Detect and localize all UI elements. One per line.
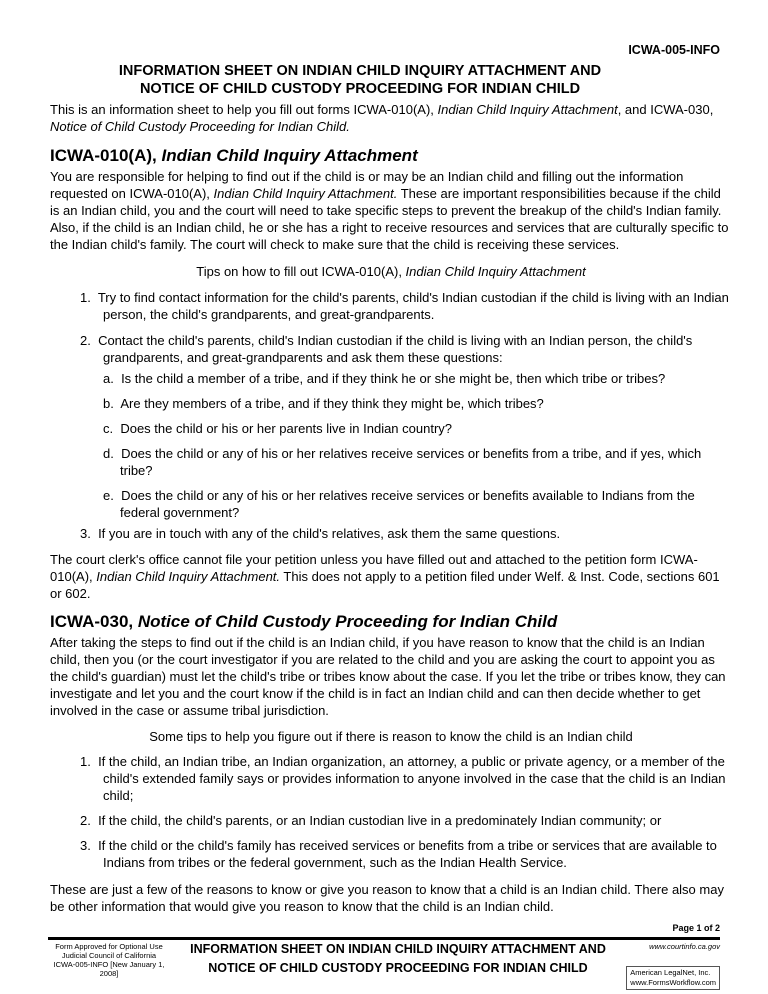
- footer-url[interactable]: www.courtinfo.ca.gov: [649, 942, 720, 951]
- text: ICWA-005-INFO [New January 1, 2008]: [53, 960, 165, 978]
- title-line: NOTICE OF CHILD CUSTODY PROCEEDING FOR INDIAN CHILD: [139, 81, 581, 97]
- list-item: 3. If the child or the child's family has received services or benefits from a tribe or services that are available to Indians from tribes or the federal government, such as the Indian Health Service.: [80, 838, 717, 870]
- tips-heading: Some tips to help you figure out if there is reason to know the child is an Indian child: [149, 729, 633, 744]
- title-line: INFORMATION SHEET ON INDIAN CHILD INQUIRY ATTACHMENT AND: [118, 63, 602, 79]
- section-heading-icwa-030: [50, 612, 732, 632]
- list-item: 2. If the child, the child's parents, or an Indian custodian live in a predominately Indian community; or: [80, 813, 662, 828]
- list-item: 1. Try to find contact information for the child's parents, child's Indian custodian if the child is living with an Indian person, the child's grandparents, and great-grandparents.: [80, 290, 729, 322]
- footer-form-info: [50, 942, 168, 978]
- section2-closing: These are just a few of the reasons to know or give you reason to know that a child is an Indian child. There also may be other information that would give you reason to know that the child is an Indian child.: [50, 882, 724, 914]
- text: American LegalNet, Inc.: [630, 968, 711, 977]
- text: Indian Child Inquiry Attachment: [405, 264, 586, 279]
- sub-list-item: d. Does the child or any of his or her relatives receive services or benefits from a tribe, and if yes, which tribe?: [103, 446, 702, 478]
- text: Indian Child Inquiry Attachment.: [213, 186, 398, 201]
- text: , and ICWA-030,: [617, 102, 714, 117]
- text: Tips on how to fill out ICWA-010(A),: [196, 264, 406, 279]
- section1-note: [50, 551, 732, 602]
- text: This does not apply to a petition filed under Welf. & Inst. Code, sections 601 or 602.: [50, 569, 720, 601]
- sub-list-item: e. Does the child or any of his or her relatives receive services or benefits available to Indians from the federal government?: [103, 488, 695, 520]
- text: Form Approved for Optional Use: [55, 942, 163, 951]
- text: ICWA-010(A),: [50, 146, 162, 165]
- list-item: 3. If you are in touch with any of the child's relatives, ask them the same questions.: [80, 526, 561, 541]
- text: Indian Child Inquiry Attachment: [437, 102, 618, 117]
- tips-heading: [50, 263, 732, 280]
- document-title: [60, 62, 660, 98]
- footer-title: [178, 940, 618, 978]
- section1-paragraph: [50, 168, 732, 253]
- text: These are important responsibilities because if the child is an Indian child, you and the court will need to take specific steps to prevent the breakup of the child's Indian family. Also, if the child is an Indian child, he or she has a right to receive resources and services that are culturally specific to the Indian child's family. The court will check to make sure that the child is receiving these services.: [50, 186, 729, 252]
- document-body: [50, 101, 732, 915]
- text: Indian Child Inquiry Attachment: [161, 146, 418, 165]
- section2-paragraph: After taking the steps to find out if the child is an Indian child, if you have reason to know that the child is an Indian child, then you (or the court investigator if you are related to the child and you are asking the court to appoint you as the child's guardian) must let the child's tribe or tribes know about the case. If you let the tribe or tribes know, they can investigate and let you and the court know if the child is in fact an Indian child and can then decide whether to get involved in the case or assume tribal jurisdiction.: [50, 635, 726, 718]
- form-id: ICWA-005-INFO: [628, 43, 720, 57]
- list-item: 1. If the child, an Indian tribe, an Indian organization, an attorney, a public or private agency, or a member of the child's extended family says or provides information to anyone involved in the case that the child is an Indian child;: [80, 754, 726, 803]
- text: NOTICE OF CHILD CUSTODY PROCEEDING FOR INDIAN CHILD: [208, 961, 588, 975]
- text: Indian Child Inquiry Attachment.: [96, 569, 281, 584]
- text: Judicial Council of California: [61, 951, 157, 960]
- list-item: 2. Contact the child's parents, child's Indian custodian if the child is living with an Indian person, the child's grandparents, and great-grandparents and ask them these questions:: [80, 333, 693, 365]
- text[interactable]: www.FormsWorkflow.com: [630, 978, 716, 987]
- text: ICWA-030,: [50, 612, 138, 631]
- page-number: Page 1 of 2: [672, 923, 720, 933]
- sub-list-item: b. Are they members of a tribe, and if they think they might be, which tribes?: [103, 396, 544, 411]
- vendor-box: [626, 966, 720, 990]
- intro-paragraph: [50, 101, 732, 135]
- sub-list-item: c. Does the child or his or her parents live in Indian country?: [103, 421, 453, 436]
- text: This is an information sheet to help you fill out forms ICWA-010(A),: [50, 102, 438, 117]
- text: INFORMATION SHEET ON INDIAN CHILD INQUIRY ATTACHMENT AND: [190, 942, 606, 956]
- text: You are responsible for helping to find out if the child is or may be an Indian child and filling out the information requested on ICWA-010(A),: [50, 169, 684, 201]
- section-heading-icwa-010a: [50, 146, 732, 166]
- text: Notice of Child Custody Proceeding for Indian Child.: [50, 119, 350, 134]
- text: The court clerk's office cannot file your petition unless you have filled out and attached to the petition form ICWA-010(A),: [50, 552, 698, 584]
- sub-list-item: a. Is the child a member of a tribe, and if they think he or she might be, then which tribe or tribes?: [103, 371, 666, 386]
- text: Notice of Child Custody Proceeding for Indian Child: [137, 612, 558, 631]
